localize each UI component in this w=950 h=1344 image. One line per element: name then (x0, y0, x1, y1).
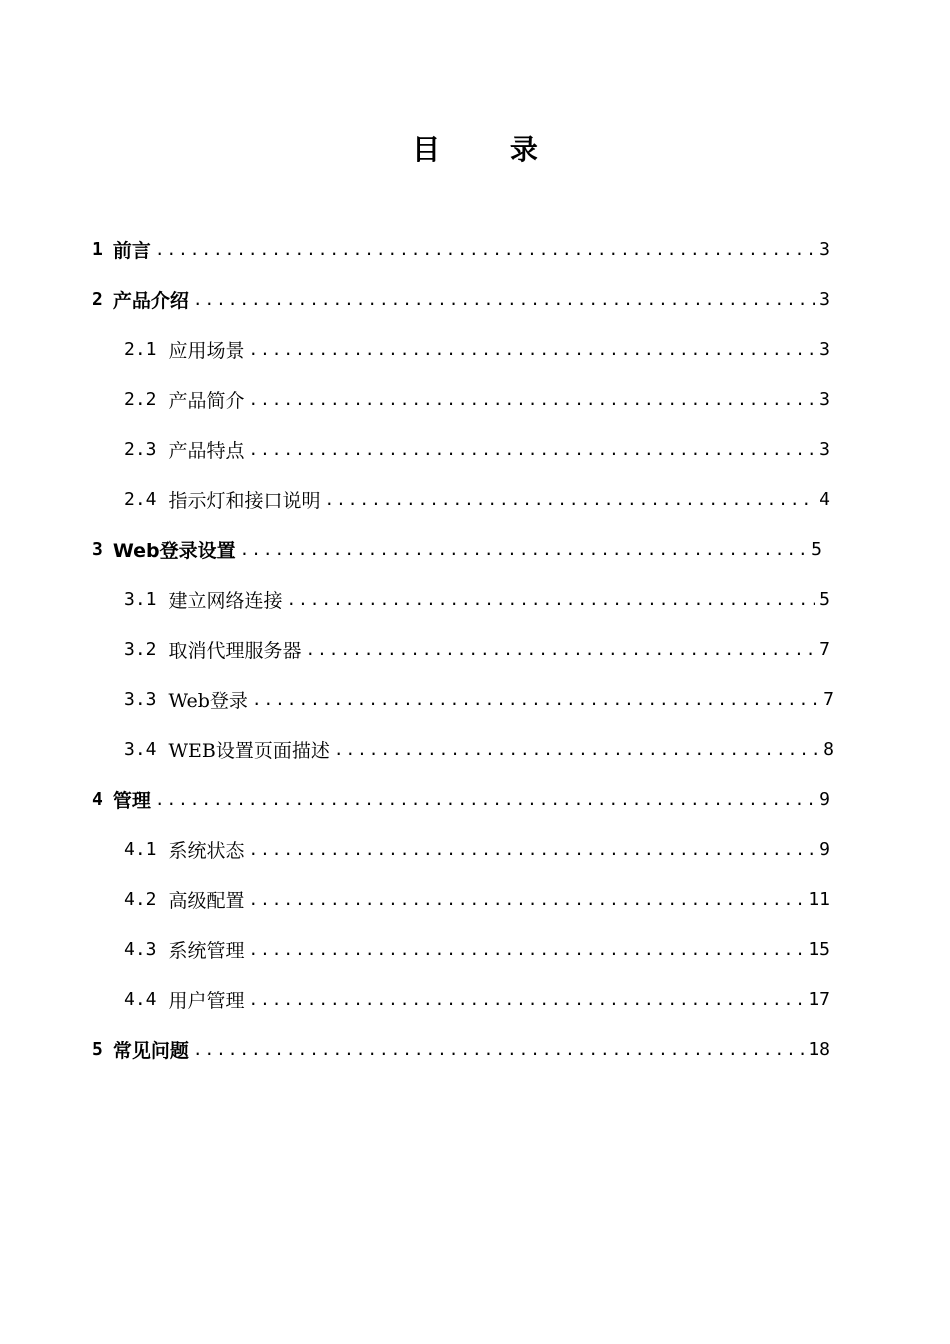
toc-entry-label: 前言 (112, 239, 151, 262)
dot-leader (155, 240, 815, 259)
toc-entry-label: 产品介绍 (112, 289, 189, 312)
toc-entry-4-1[interactable] (0, 831, 830, 867)
toc-entry-3-3[interactable] (0, 681, 834, 717)
toc-entry-number: 3.2 (124, 638, 157, 660)
toc-entry-label: 取消代理服务器 (168, 639, 302, 662)
dot-leader (193, 1040, 804, 1059)
toc-entry-2[interactable] (0, 281, 830, 317)
dot-leader (249, 840, 816, 859)
dot-leader (249, 990, 805, 1009)
toc-entry-number: 2.1 (124, 338, 157, 360)
toc-entry-number: 4.4 (124, 988, 157, 1010)
toc-entry-2-2[interactable] (0, 381, 830, 417)
toc-entry-3-2[interactable] (0, 631, 830, 667)
toc-entry-page: 3 (819, 238, 830, 260)
toc-entry-page: 11 (808, 888, 830, 910)
toc-entry-page: 17 (808, 988, 830, 1010)
toc-entry-number: 2.3 (124, 438, 157, 460)
toc-entry-number: 1 (92, 238, 103, 260)
toc-entry-page: 3 (819, 438, 830, 460)
toc-entry-page: 3 (819, 338, 830, 360)
toc-entry-4-4[interactable] (0, 981, 830, 1017)
toc-entry-1[interactable] (0, 231, 830, 267)
toc-entry-number: 2.4 (124, 488, 157, 510)
toc-entry-page: 8 (823, 738, 834, 760)
toc-entry-number: 4.3 (124, 938, 157, 960)
toc-entry-number: 3.1 (124, 588, 157, 610)
dot-leader (240, 540, 808, 559)
toc-entry-page: 18 (808, 1038, 830, 1060)
toc-entry-4-2[interactable] (0, 881, 830, 917)
dot-leader (306, 640, 816, 659)
toc-entry-page: 15 (808, 938, 830, 960)
toc-entry-page: 3 (819, 388, 830, 410)
dot-leader (249, 340, 816, 359)
toc-entry-page: 9 (819, 838, 830, 860)
toc-entry-page: 4 (819, 488, 830, 510)
toc-entry-number: 3.3 (124, 688, 157, 710)
toc-title: 目 录 (412, 133, 568, 166)
toc-entry-label: Web登录 (168, 689, 248, 712)
toc-entry-2-1[interactable] (0, 331, 830, 367)
toc-entry-label: 系统管理 (168, 939, 245, 962)
toc-entry-label: 管理 (112, 789, 151, 812)
toc-entry-label: 高级配置 (168, 889, 245, 912)
dot-leader (249, 440, 816, 459)
toc-entry-4[interactable] (0, 781, 830, 817)
toc-entry-label: Web登录设置 (112, 539, 236, 562)
toc-entry-number: 5 (92, 1038, 103, 1060)
toc-entry-page: 7 (819, 638, 830, 660)
toc-entry-label: 产品简介 (168, 389, 245, 412)
dot-leader (287, 590, 816, 609)
toc-entry-number: 3 (92, 538, 103, 560)
dot-leader (252, 690, 819, 709)
toc-entry-label: 系统状态 (168, 839, 245, 862)
dot-leader (325, 490, 816, 509)
toc-entry-page: 3 (819, 288, 830, 310)
dot-leader (249, 390, 816, 409)
toc-entry-page: 5 (819, 588, 830, 610)
dot-leader (249, 890, 805, 909)
toc-entry-label: 应用场景 (168, 339, 245, 362)
toc-entry-3[interactable] (0, 531, 822, 567)
toc-entry-label: WEB设置页面描述 (168, 739, 330, 762)
toc-entry-3-1[interactable] (0, 581, 830, 617)
toc-entry-5[interactable] (0, 1031, 830, 1067)
toc-entry-number: 4.1 (124, 838, 157, 860)
toc-entry-2-4[interactable] (0, 481, 830, 517)
toc-entry-number: 3.4 (124, 738, 157, 760)
toc-entry-number: 2 (92, 288, 103, 310)
toc-entry-2-3[interactable] (0, 431, 830, 467)
toc-entry-4-3[interactable] (0, 931, 830, 967)
toc-entry-label: 常见问题 (112, 1039, 189, 1062)
toc-entry-label: 指示灯和接口说明 (168, 489, 321, 512)
dot-leader (334, 740, 819, 759)
dot-leader (155, 790, 815, 809)
toc-entry-page: 5 (811, 538, 822, 560)
toc-entry-number: 2.2 (124, 388, 157, 410)
toc-entry-label: 产品特点 (168, 439, 245, 462)
toc-entry-label: 用户管理 (168, 989, 245, 1012)
toc-entry-label: 建立网络连接 (168, 589, 283, 612)
toc-entry-number: 4.2 (124, 888, 157, 910)
toc-entry-number: 4 (92, 788, 103, 810)
dot-leader (193, 290, 815, 309)
toc-entry-3-4[interactable] (0, 731, 834, 767)
toc-entry-page: 7 (823, 688, 834, 710)
toc-entry-page: 9 (819, 788, 830, 810)
dot-leader (249, 940, 805, 959)
